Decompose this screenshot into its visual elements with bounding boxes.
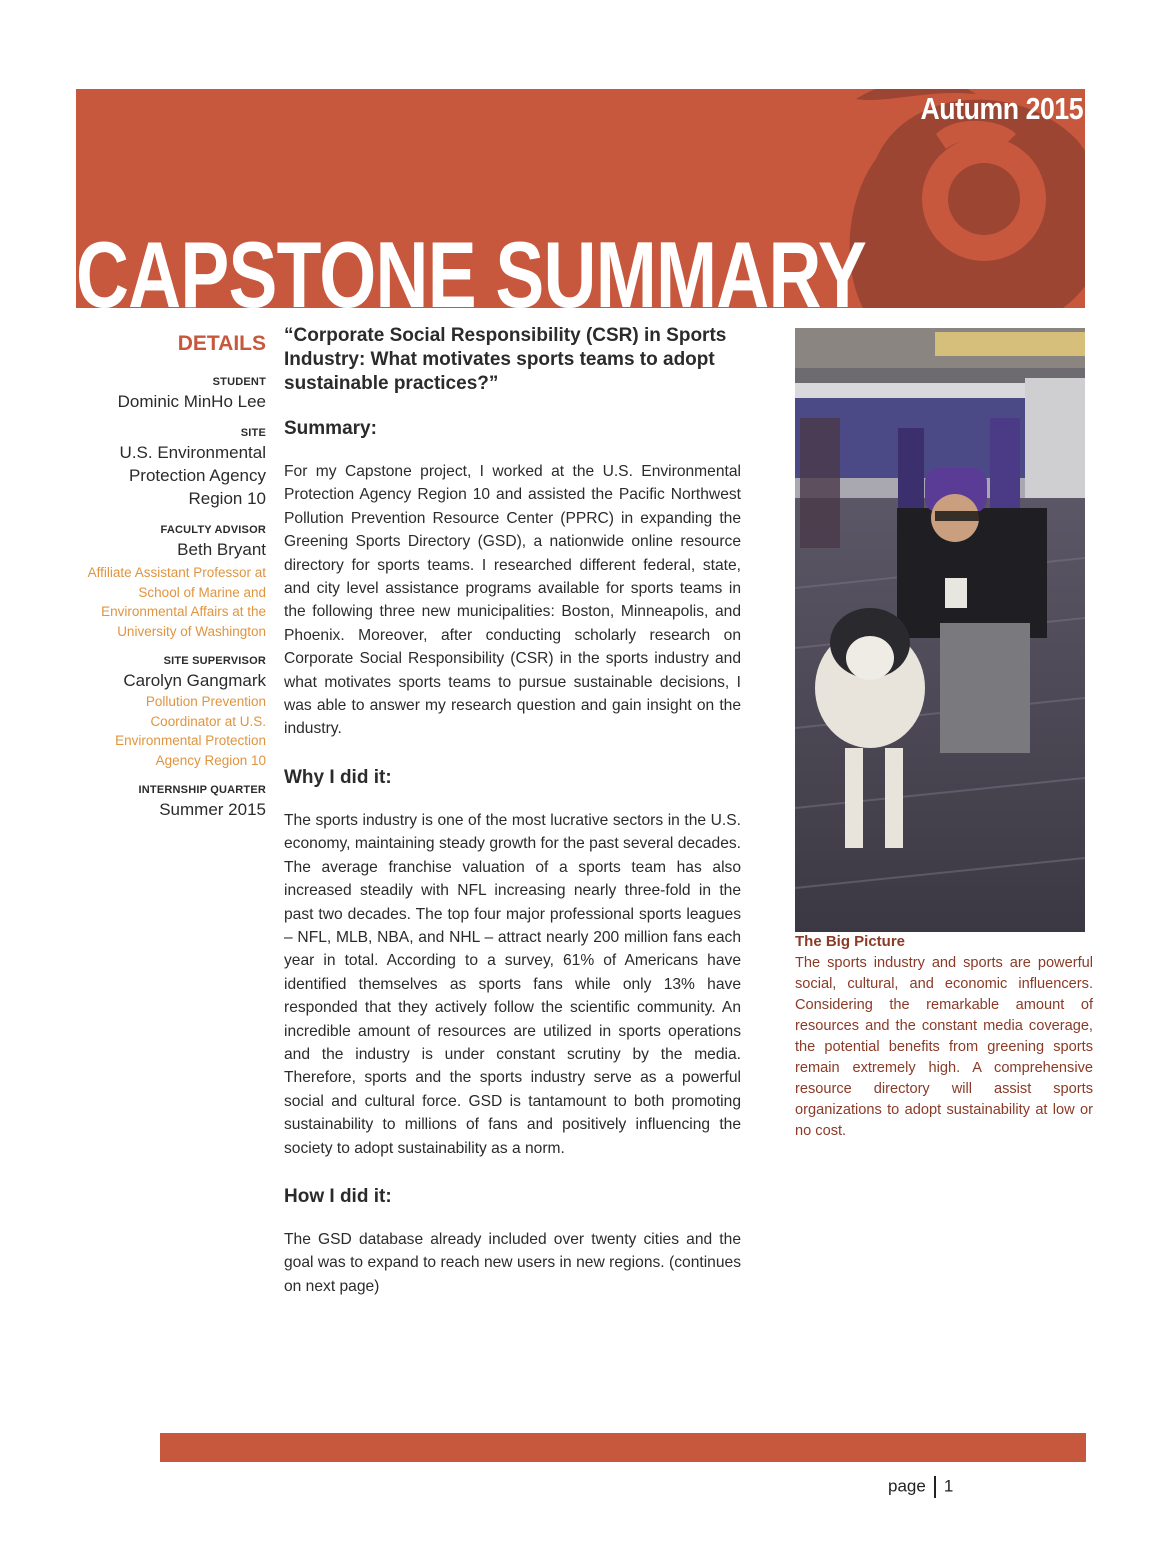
internship-quarter-label: INTERNSHIP QUARTER <box>138 784 266 796</box>
faculty-advisor-note-line: Environmental Affairs at the <box>101 604 266 619</box>
student-label: STUDENT <box>212 376 266 388</box>
main-content <box>284 324 741 1298</box>
faculty-advisor-value: Beth Bryant <box>177 540 266 559</box>
site-supervisor-note-line: Agency Region 10 <box>155 752 266 768</box>
summary-paragraph: For my Capstone project, I worked at the U.S. Environmental Protection Agency Region 10 and assisted the Pacific Northwest Pollution Prevention Resource Center (PPRC) in expanding the Greening Sports Directory (GSD), a nationwide online resource directory for sports teams. I researched different federal, state, and city level assistance programs available for sports teams in the following three new municipalities: Boston, Minneapolis, and Phoenix. Moreover, after conducting scholarly research on Corporate Social Responsibility (CSR) in the sports industry and what motivates sports teams to pursue sustainable decisions, I was able to answer my research question and gain insight on the industry. <box>284 463 741 738</box>
header-banner <box>76 89 1085 308</box>
site-field <box>76 427 266 510</box>
details-sidebar <box>76 332 266 821</box>
internship-quarter-field <box>76 784 266 821</box>
caption-title: The Big Picture <box>795 933 906 950</box>
project-headline: “Corporate Social Responsibility (CSR) in Sports Industry: What motivates sports teams to adopt sustainable practices?” <box>284 325 727 394</box>
page-separator <box>934 1476 936 1498</box>
photo-illustration <box>795 328 1085 932</box>
footer-bar <box>160 1433 1086 1462</box>
site-supervisor-label: SITE SUPERVISOR <box>163 655 266 667</box>
student-field <box>76 376 266 413</box>
faculty-advisor-note-line: School of Marine and <box>138 584 266 600</box>
site-supervisor-field <box>76 655 266 770</box>
faculty-advisor-field <box>76 524 266 641</box>
page-number <box>888 1476 953 1498</box>
site-value-line: Region 10 <box>188 489 266 508</box>
page-number-value: 1 <box>943 1476 954 1496</box>
why-heading: Why I did it: <box>284 766 392 788</box>
site-supervisor-note-line: Coordinator at U.S. <box>150 713 266 729</box>
season-label: Autumn 2015 <box>920 91 1083 126</box>
site-label: SITE <box>240 427 266 439</box>
internship-quarter-value: Summer 2015 <box>159 800 266 819</box>
faculty-advisor-note-line: University of Washington <box>117 623 266 639</box>
page-title: CAPSTONE SUMMARY <box>76 222 867 308</box>
details-heading: DETAILS <box>177 332 266 355</box>
how-heading: How I did it: <box>284 1185 392 1207</box>
student-value: Dominic MinHo Lee <box>117 392 266 411</box>
summary-heading: Summary: <box>284 418 377 439</box>
site-supervisor-note-line: Environmental Protection <box>115 733 266 748</box>
site-supervisor-note-line: Pollution Prevention <box>145 694 266 709</box>
caption-body: The sports industry and sports are powerful social, cultural, and economic influencers. Considering the remarkable amount of resources and the constant media coverage, the potential benefits from greening sports remain extremely high. A comprehensive resource directory will assist sports organizations to adopt sustainability at low or no cost. <box>795 955 1093 1139</box>
site-supervisor-value: Carolyn Gangmark <box>123 671 266 690</box>
faculty-advisor-label: FACULTY ADVISOR <box>160 524 266 536</box>
faculty-advisor-note-line: Affiliate Assistant Professor at <box>87 565 266 580</box>
why-paragraph: The sports industry is one of the most lucrative sectors in the U.S. economy, maintaining steady growth for the past several decades. The average franchise valuation of a sports team has also increased steadily with NFL increasing nearly three-fold in the past two decades. The top four major professional sports leagues – NFL, MLB, NBA, and NHL – attract nearly 200 million fans each year in total. According to a survey, 61% of Americans have identified themselves as sports fans while only 13% have responded that they actively follow the scientific community. An incredible amount of resources are utilized in sports operations and the industry is under constant scrutiny by the media. Therefore, sports and the sports industry serve as a powerful social and cultural force. GSD is tantamount to both promoting sustainability to millions of fans and positively influencing the society to adopt sustainability as a norm. <box>284 811 741 1157</box>
student-photo <box>795 328 1085 932</box>
site-value-line: U.S. Environmental <box>119 443 266 462</box>
page-label: page <box>888 1476 926 1496</box>
site-value-line: Protection Agency <box>128 466 266 485</box>
how-paragraph: The GSD database already included over twenty cities and the goal was to expand to reach new users in new regions. (continues on next page) <box>284 1230 741 1295</box>
